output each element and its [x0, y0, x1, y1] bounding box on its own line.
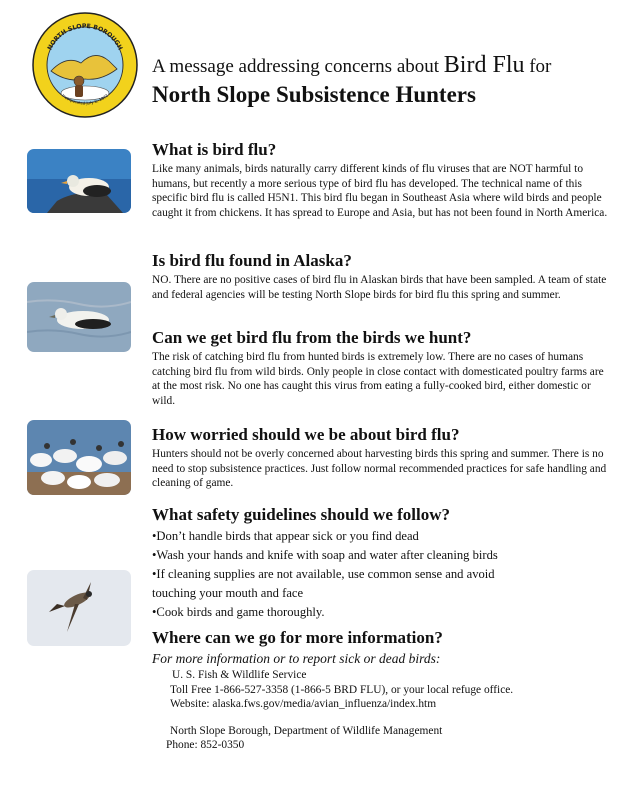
fws-phone: Toll Free 1-866-527-3358 (1-866-5 BRD FLU), or your local refuge office. [170, 683, 514, 696]
svg-text:NORTH SLOPE BOROUGH: NORTH SLOPE BOROUGH [46, 22, 124, 52]
local-phone: Phone: 852-0350 [166, 739, 245, 752]
section-body: Like many animals, birds naturally carry different kinds of flu viruses that are NOT harmful to humans, but recently a more serious type of bird flu has developed. The technical name of this specific bird flu is called H5N1. This bird flu began in Southeast Asia where wild birds and people caught it from chickens. It has spread to Europe and Asia, but has not been found in North America. [152, 163, 608, 219]
guidelines-list [152, 527, 612, 622]
header-emphasis: Bird Flu [443, 52, 525, 78]
section-more-information [152, 628, 612, 753]
header-suffix: for [524, 56, 552, 77]
section-heading: What safety guidelines should we follow? [152, 505, 450, 524]
section-what-is-bird-flu [152, 140, 612, 220]
header-prefix: A message addressing concerns about [152, 56, 444, 77]
section-body: The risk of catching bird flu from hunted birds is extremely low. There are no cases of humans catching bird flu from wild birds. Only people in close contact with domesticated poultry farms are at the most risk. No one has caught this virus from eating a fully-cooked bird, either domestic or wild. [152, 351, 604, 407]
guideline-item: • Cook birds and game thoroughly. [152, 603, 612, 622]
photo-eider-swimming [27, 282, 131, 352]
section-heading: How worried should we be about bird flu? [152, 425, 460, 444]
fws-agency: U. S. Fish & Wildlife Service [172, 669, 307, 681]
section-heading: Can we get bird flu from the birds we hunt? [152, 328, 472, 347]
guideline-item: • If cleaning supplies are not available, use common sense and avoid [152, 565, 612, 584]
north-slope-borough-seal [31, 11, 139, 119]
photo-flock-of-geese [27, 420, 131, 495]
header-line-1 [152, 52, 551, 79]
guideline-item: • Don’t handle birds that appear sick or you find dead [152, 527, 612, 546]
section-bird-flu-from-hunted-birds [152, 328, 612, 408]
section-heading: What is bird flu? [152, 140, 277, 159]
photo-eider-on-rocks [27, 149, 131, 213]
guideline-item-continued: touching your mouth and face [152, 586, 304, 600]
guideline-item: • Wash your hands and knife with soap and water after cleaning birds [152, 546, 612, 565]
info-intro: For more information or to report sick or dead birds: [152, 651, 441, 666]
photo-goose-in-flight [27, 570, 131, 646]
local-department: North Slope Borough, Department of Wildlife Management [170, 724, 443, 737]
header-line-2: North Slope Subsistence Hunters [152, 82, 476, 107]
section-body: NO. There are no positive cases of bird flu in Alaskan birds that have been sampled. A team of state and federal agencies will be testing North Slope birds for bird flu this spring and summer. [152, 274, 607, 301]
section-bird-flu-in-alaska [152, 251, 612, 302]
section-safety-guidelines [152, 505, 612, 622]
fws-website: Website: alaska.fws.gov/media/avian_influenza/index.htm [170, 698, 437, 711]
section-how-worried [152, 425, 612, 491]
section-heading: Where can we go for more information? [152, 628, 443, 647]
svg-text:Incorporated July 2, 1972: Incorporated July 2, 1972 [60, 92, 110, 106]
section-heading: Is bird flu found in Alaska? [152, 251, 352, 270]
section-body: Hunters should not be overly concerned about harvesting birds this spring and summer. There is no need to stop subsistence practices. Just follow normal recommended practices for safe handling and cleaning of game. [152, 448, 607, 490]
